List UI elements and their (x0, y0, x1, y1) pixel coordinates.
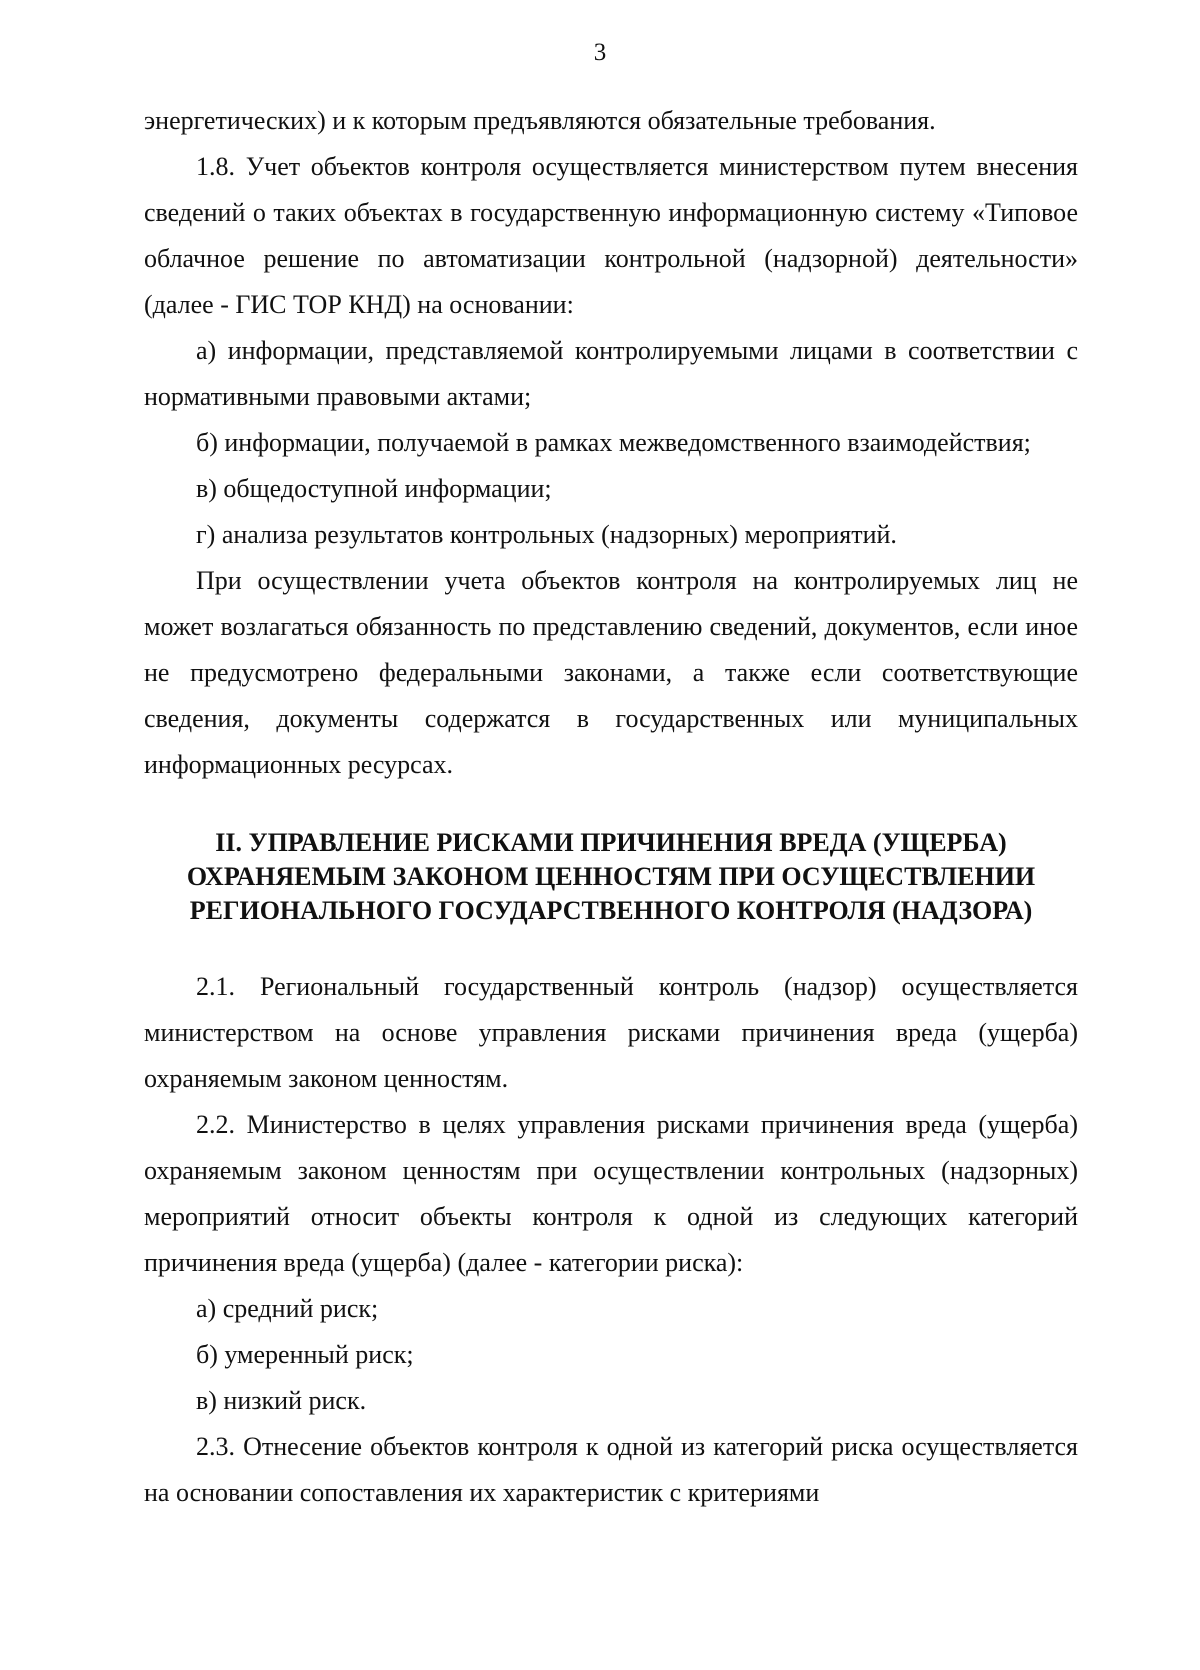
section-heading: II. УПРАВЛЕНИЕ РИСКАМИ ПРИЧИНЕНИЯ ВРЕДА (УЩЕРБА) ОХРАНЯЕМЫМ ЗАКОНОМ ЦЕННОСТЯМ ПРИ ОСУЩЕСТВЛЕНИИ РЕГИОНАЛЬНОГО ГОСУДАРСТВЕННОГО КОНТРОЛЯ (НАДЗОРА) (186, 828, 1036, 925)
paragraph-accounting-note: При осуществлении учета объектов контроля на контролируемых лиц не может возлагаться обязанность по представлению сведений, документов, если иное не предусмотрено федеральными законами, а также если соответствующие сведения, документы содержатся в государственных или муниципальных информационных ресурсах. (144, 566, 1078, 779)
paragraph-2-2: 2.2. Министерство в целях управления рисками причинения вреда (ущерба) охраняемым законом ценностям при осуществлении контрольных (надзорных) мероприятий относит объекты контроля к одной из следующих категорий причинения вреда (ущерба) (далее - категории риска): (144, 1110, 1078, 1277)
list-item-a: а) информации, представляемой контролируемыми лицами в соответствии с нормативными правовыми актами; (144, 336, 1078, 411)
list-item-g: г) анализа результатов контрольных (надзорных) мероприятий. (196, 520, 897, 549)
paragraph-continuation: энергетических) и к которым предъявляются обязательные требования. (144, 106, 936, 135)
list-item-v: в) общедоступной информации; (196, 474, 552, 503)
paragraph-2-3: 2.3. Отнесение объектов контроля к одной из категорий риска осуществляется на основании сопоставления их характеристик с критериями (144, 1432, 1078, 1507)
risk-item-moderate: б) умеренный риск; (196, 1340, 414, 1369)
list-item-b: б) информации, получаемой в рамках межведомственного взаимодействия; (196, 428, 1031, 457)
risk-item-low: в) низкий риск. (196, 1386, 367, 1415)
paragraph-1-8: 1.8. Учет объектов контроля осуществляется министерством путем внесения сведений о таких объектах в государственную информационную систему «Типовое облачное решение по автоматизации контрольной (надзорной) деятельности» (далее - ГИС ТОР КНД) на основании: (144, 152, 1078, 319)
paragraph-2-1: 2.1. Региональный государственный контроль (надзор) осуществляется министерством на основе управления рисками причинения вреда (ущерба) охраняемым законом ценностям. (144, 972, 1078, 1093)
risk-item-medium: а) средний риск; (196, 1294, 379, 1323)
document-body (144, 98, 1078, 1516)
page-number: 3 (593, 39, 607, 66)
